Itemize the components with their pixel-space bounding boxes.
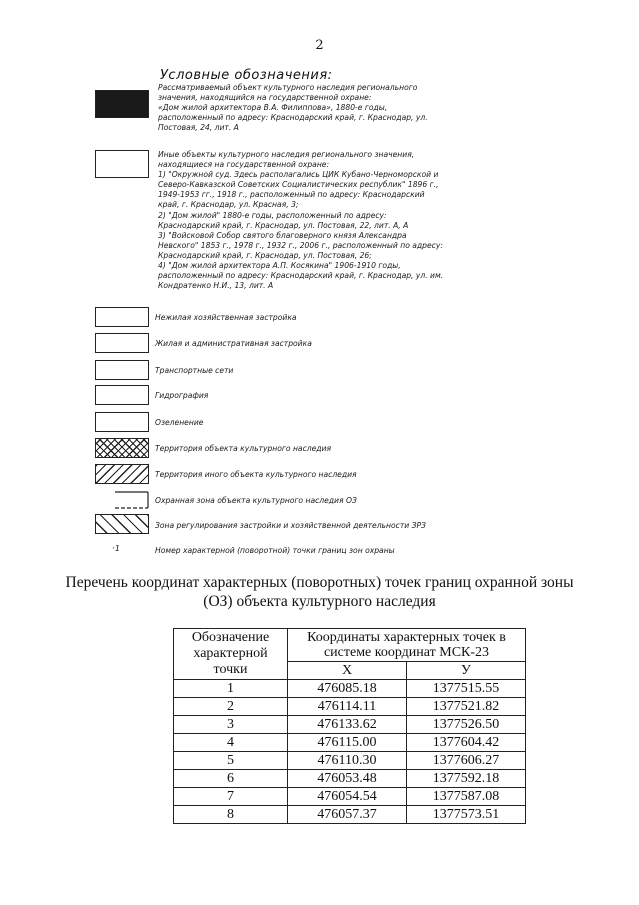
legend-symbol-point-number: ·1 [112,544,120,554]
coordinates-table [173,628,526,824]
table-row [174,734,526,752]
legend-symbol-subject-object [95,90,149,118]
page-number: 2 [315,38,324,53]
legend-symbol-hydrography [95,385,149,405]
cell-y: 1377606.27 [407,752,526,770]
cell-point: 7 [174,788,288,806]
table-row [174,788,526,806]
legend-symbol-transport [95,360,149,380]
cell-y: 1377587.08 [407,788,526,806]
legend-symbol-regulation-zone [95,514,149,534]
cell-y: 1377573.51 [407,806,526,824]
legend-symbol-heritage-territory [95,438,149,458]
cell-x: 476114.11 [288,698,407,716]
table-row [174,806,526,824]
header-point-designation: Обозначение характерной точки [174,629,288,680]
legend-text-non-residential: Нежилая хозяйственная застройка [155,313,297,322]
legend-symbol-protection-zone [95,488,151,510]
legend-text-point-number: Номер характерной (поворотной) точки границ зон охраны [155,546,395,555]
legend-text-transport: Транспортные сети [155,366,234,375]
cell-point: 5 [174,752,288,770]
cell-x: 476085.18 [288,680,407,698]
legend-title: Условные обозначения: [160,68,333,83]
legend-text-other-objects: Иные объекты культурного наследия регионального значения, находящиеся на государственной охране: 1) "Окружной суд. Здесь располагались ЦИК Кубано-Черноморской и Северо-Кавказской Советских Социалистических республик" 1896 г., 1949-1953 гг., 1918 г., расположенный по адресу: Краснодарский край, г. Краснодар, ул. Красная, 3; 2) "Дом жилой" 1880-е годы, расположенный по адресу: Краснодарский край, г. Краснодар, ул. Постовая, 22, лит. А, А 3) "Войсковой Собор святого благоверного князя Александра Невского" 1853 г., 1978 г., 1932 г., 2006 г., расположенный по адресу: Краснодарский край, г. Краснодар, ул. Постовая, 26; 4) "Дом жилой архитектора А.П. Косякина" 1906-1910 годы, расположенный по адресу: Краснодарский край, г. Краснодар, ул. им. Кондратенко Н.И., 13, лит. А [158,150,444,291]
table-row [174,680,526,698]
legend-text-greenery: Озеленение [155,418,204,427]
legend-text-subject-object: Рассматриваемый объект культурного наследия регионального значения, находящийся на государственной охране: «Дом жилой архитектора В.А. Филиппова», 1880-е годы, расположенный по адресу: Краснодарский край, г. Краснодар, ул. Постовая, 24, лит. А [158,83,428,133]
header-x: Х [288,662,407,680]
cell-x: 476057.37 [288,806,407,824]
legend-text-residential: Жилая и административная застройка [155,339,312,348]
cell-point: 1 [174,680,288,698]
cell-y: 1377526.50 [407,716,526,734]
cell-y: 1377604.42 [407,734,526,752]
cell-y: 1377521.82 [407,698,526,716]
legend-text-other-heritage-territory: Территория иного объекта культурного наследия [155,470,357,479]
cell-point: 8 [174,806,288,824]
table-row [174,698,526,716]
legend-symbol-greenery [95,412,149,432]
cell-x: 476054.54 [288,788,407,806]
cell-x: 476115.00 [288,734,407,752]
table-row [174,716,526,734]
table-row [174,770,526,788]
legend-symbol-residential [95,333,149,353]
legend-symbol-non-residential [95,307,149,327]
cell-x: 476053.48 [288,770,407,788]
table-row [174,752,526,770]
cell-x: 476110.30 [288,752,407,770]
legend-text-regulation-zone: Зона регулирования застройки и хозяйственной деятельности ЗРЗ [155,521,426,530]
cell-y: 1377515.55 [407,680,526,698]
coordinates-heading: Перечень координат характерных (поворотных) точек границ охранной зоны (ОЗ) объекта культурного наследия [65,574,574,610]
cell-point: 2 [174,698,288,716]
legend-text-protection-zone: Охранная зона объекта культурного наследия ОЗ [155,496,357,505]
header-y: У [407,662,526,680]
cell-point: 4 [174,734,288,752]
legend-text-hydrography: Гидрография [155,391,209,400]
legend-symbol-other-heritage-territory [95,464,149,484]
cell-y: 1377592.18 [407,770,526,788]
cell-x: 476133.62 [288,716,407,734]
cell-point: 3 [174,716,288,734]
legend-symbol-other-objects [95,150,149,178]
cell-point: 6 [174,770,288,788]
legend-text-heritage-territory: Территория объекта культурного наследия [155,444,332,453]
header-coordinates: Координаты характерных точек в системе координат МСК-23 [288,629,526,662]
